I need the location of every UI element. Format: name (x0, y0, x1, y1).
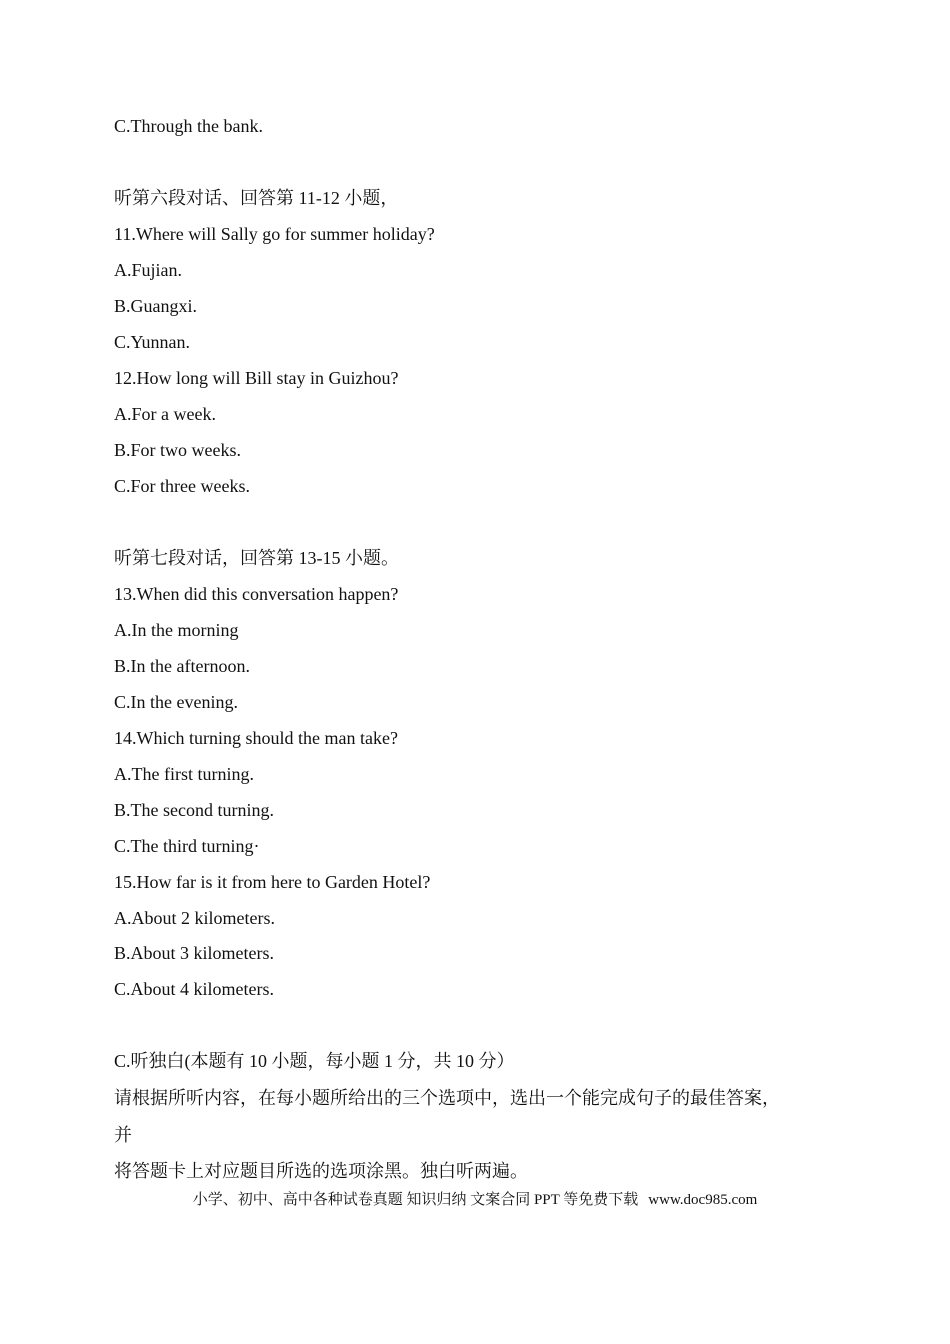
option-line: A.About 2 kilometers. (114, 908, 275, 928)
footer-text: 小学、初中、高中各种试卷真题 知识归纳 文案合同 PPT 等免费下载 (192, 1192, 639, 1208)
option-line: C.Yunnan. (114, 332, 190, 352)
question-line: 13.When did this conversation happen? (114, 584, 399, 604)
instruction-text: 请根据所听内容，在每小题所给出的三个选项中，选出一个能完成句子的最佳答案， (114, 1088, 780, 1108)
option-line: B.In the afternoon. (114, 656, 250, 676)
section-heading: C.听独白(本题有 10 小题，每小题 1 分，共 10 分） (114, 1051, 515, 1071)
question-line: 15.How far is it from here to Garden Hotel? (114, 872, 431, 892)
instruction-text: 将答题卡上对应题目所选的选项涂黑。独白听两遍。 (114, 1161, 528, 1181)
option-line: C.For three weeks. (114, 476, 250, 496)
section-instruction: 听第六段对话、回答第 11-12 小题， (114, 188, 399, 208)
instruction-text: 并 (114, 1125, 132, 1145)
option-line: B.Guangxi. (114, 296, 197, 316)
page-footer (0, 1190, 950, 1210)
option-line: B.The second turning. (114, 800, 274, 820)
option-line: B.For two weeks. (114, 440, 241, 460)
question-line: 11.Where will Sally go for summer holiday? (114, 224, 435, 244)
footer-url[interactable]: www.doc985.com (648, 1192, 758, 1208)
option-line: C.In the evening. (114, 692, 238, 712)
question-line: 12.How long will Bill stay in Guizhou? (114, 368, 399, 388)
option-line: C.Through the bank. (114, 116, 263, 136)
option-line: A.Fujian. (114, 260, 183, 280)
option-line: C.About 4 kilometers. (114, 979, 274, 999)
option-line: B.About 3 kilometers. (114, 943, 274, 963)
option-line: C.The third turning· (114, 836, 260, 856)
option-line: A.In the morning (114, 620, 239, 640)
question-line: 14.Which turning should the man take? (114, 728, 398, 748)
section-instruction: 听第七段对话，回答第 13-15 小题。 (114, 548, 399, 568)
option-line: A.For a week. (114, 404, 216, 424)
option-line: A.The first turning. (114, 764, 254, 784)
